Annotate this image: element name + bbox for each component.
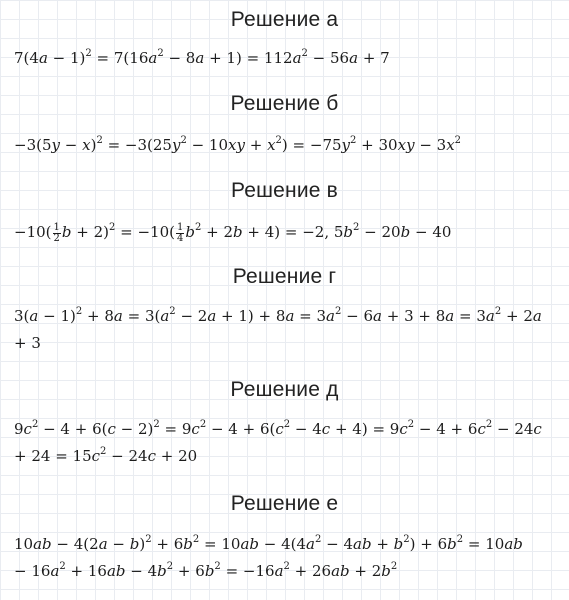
solution-b-equation: $-3(5y - x)^2 = -3(25y^2 - 10xy + x^2) = -75y^2 + 30xy - 3x^2$ xyxy=(14,135,462,154)
solution-d-heading: Решение д xyxy=(230,378,339,401)
solution-d-equation-line-2: + $24 = 15c^2 - 24c + 20$ xyxy=(14,446,198,465)
solution-e-heading: Решение е xyxy=(230,492,339,515)
solution-b-heading: Решение б xyxy=(230,92,339,115)
solution-e-equation-line-1: $10ab - 4(2a - b)^2 + 6b^2 = 10ab - 4(4a^2 - 4ab + b^2) + 6b^2 = 10ab$ xyxy=(14,534,523,553)
solution-g-equation-line-2: + 3 xyxy=(14,334,41,352)
solution-a-heading: Решение а xyxy=(230,8,339,31)
solution-g-equation-line-1: $3(a - 1)^2 + 8a = 3(a^2 - 2a + 1) + 8a = 3a^2 - 6a + 3 + 8a = 3a^2 + 2a$ xyxy=(14,306,542,325)
solution-g-heading: Решение г xyxy=(232,265,337,288)
solution-v-equation: −10( $\frac{1}{2}$ b + 2)$^2$ = −10( $\frac{1}{4}$ $b^2 + 2b + 4) = -2$, $5b^2 - 20b - 40$ xyxy=(14,221,452,244)
solution-d-equation-line-1: $9c^2 - 4 + 6(c - 2)^2 = 9c^2 - 4 + 6(c^2 - 4c + 4) = 9c^2 - 4 + 6c^2 - 24c$ xyxy=(14,419,542,438)
solution-a-equation: $7(4a - 1)^2 = 7(16a^2 - 8a + 1) = 112a^2 - 56a + 7$ xyxy=(14,48,390,67)
solution-v-heading: Решение в xyxy=(230,179,339,202)
solution-e-equation-line-2: − $16a^2 + 16ab - 4b^2 + 6b^2 = -16a^2 + 26ab + 2b^2$ xyxy=(14,561,398,580)
fraction-one-half: $\frac{1}{2}$ xyxy=(53,221,60,244)
fraction-one-quarter: $\frac{1}{4}$ xyxy=(177,221,184,244)
